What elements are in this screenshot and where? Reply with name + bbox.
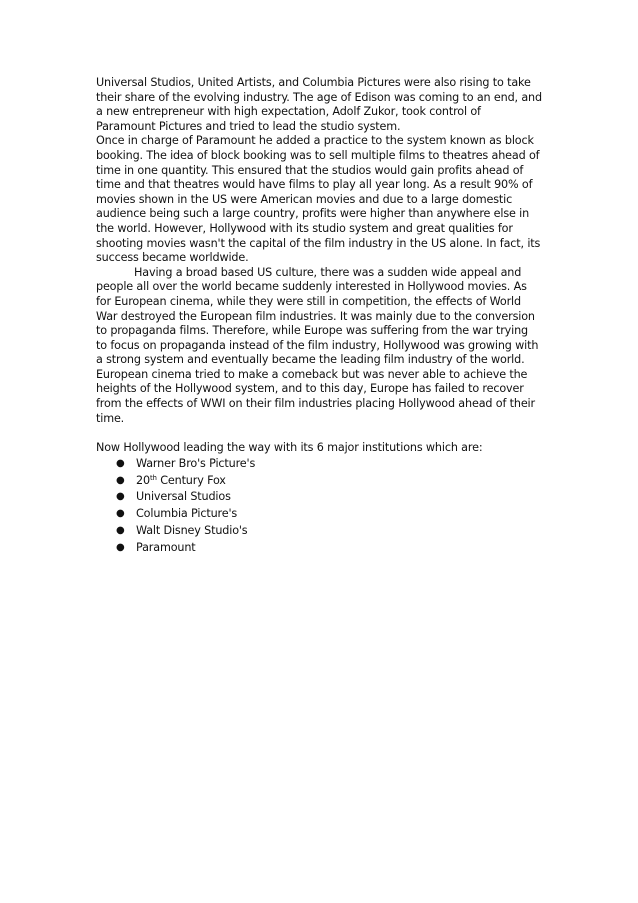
list-item-number: 20 <box>136 473 150 487</box>
list-item <box>96 473 542 490</box>
list-item-text: Universal Studios <box>136 490 231 504</box>
list-item <box>96 523 542 540</box>
paragraph-block-booking: Once in charge of Paramount he added a practice to the system known as block booking. The idea of block booking was to sell multiple films to theatres ahead of time in one quantity. This ensured that the studios would gain profits ahead of time and that theatres would have films to play all year long. As a result 90% of movies shown in the US were American movies and due to a large domestic audience being such a large country, profits were higher than anywhere else in the world. However, Hollywood with its studio system and great qualities for shooting movies wasn't the capital of the film industry in the US alone. In fact, its success became worldwide. <box>96 134 541 265</box>
list-item-text: Columbia Picture's <box>136 507 238 521</box>
list-item-text: Century Fox <box>156 473 226 487</box>
list-item <box>96 540 542 557</box>
list-item <box>96 489 542 506</box>
paragraph-worldwide-appeal: Having a broad based US culture, there was a sudden wide appeal and people all over the world became suddenly interested in Hollywood movies. As for European cinema, while they were still in competition, the effects of World War destroyed the European film industries. It was mainly due to the conversion to propaganda films. Therefore, while Europe was suffering from the war trying to focus on propaganda instead of the film industry, Hollywood was growing with a strong system and eventually became the leading film industry of the world. European cinema tried to make a comeback but was never able to achieve the heights of the Hollywood system, and to this day, Europe has failed to recover from the effects of WWI on their film industries placing Hollywood ahead of their time. <box>96 265 539 425</box>
list-item-text: Paramount <box>136 540 196 554</box>
bullet-icon: ● <box>116 474 125 486</box>
list-item-text: Warner Bro's Picture's <box>136 456 256 470</box>
paragraph-spacer <box>96 426 542 441</box>
bullet-icon: ● <box>116 541 125 553</box>
list-item <box>96 456 542 473</box>
bullet-icon: ● <box>116 457 125 469</box>
list-item <box>96 506 542 523</box>
paragraph-studios-rising: Universal Studios, United Artists, and Columbia Pictures were also rising to take their share of the evolving industry. The age of Edison was coming to an end, and a new entrepreneur with high expectation, Adolf Zukor, took control of Paramount Pictures and tried to lead the studio system. <box>96 76 542 133</box>
bullet-icon: ● <box>116 525 125 537</box>
document-page <box>96 76 542 557</box>
list-item-text: Walt Disney Studio's <box>136 524 248 538</box>
bullet-icon: ● <box>116 491 125 503</box>
list-item-superscript: th <box>149 473 157 482</box>
list-intro: Now Hollywood leading the way with its 6 major institutions which are: <box>96 441 483 455</box>
studio-list <box>96 456 542 557</box>
bullet-icon: ● <box>116 508 125 520</box>
